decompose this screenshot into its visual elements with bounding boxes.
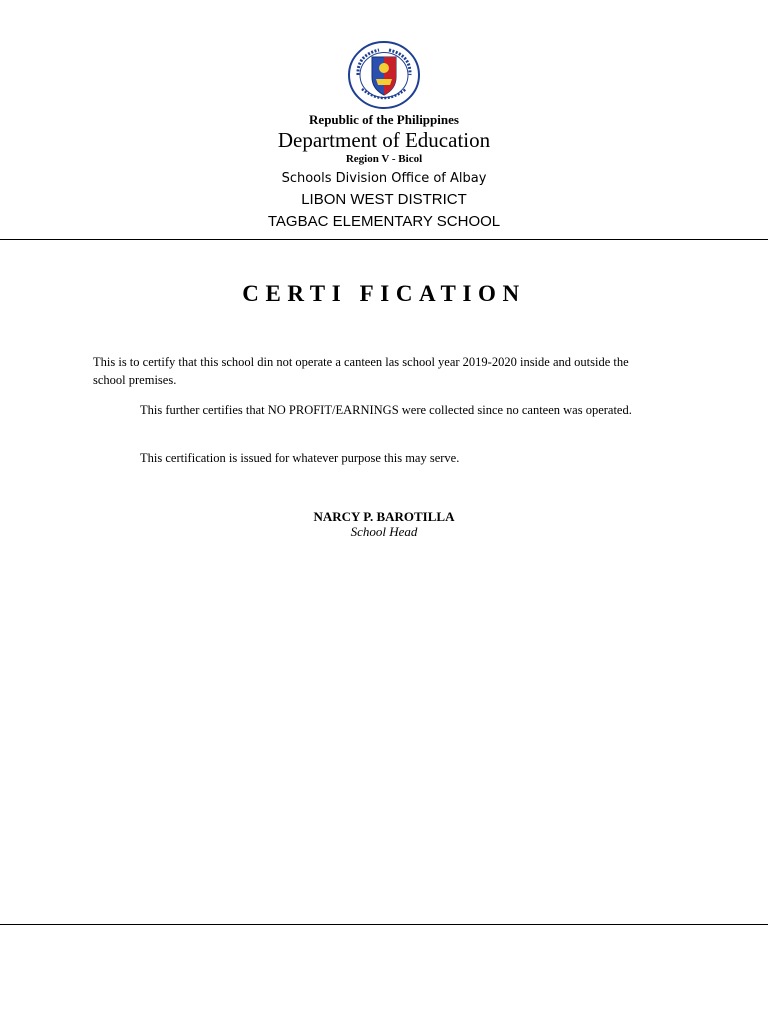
certification-paragraph-1: This is to certify that this school din not operate a canteen las school year 2019-2020 inside and outside the school premises. — [93, 355, 629, 387]
footer-divider — [0, 924, 768, 925]
division-office-line: Schools Division Office of Albay — [281, 171, 487, 186]
region-line: Region V - Bicol — [345, 153, 423, 165]
district-line: LIBON WEST DISTRICT — [301, 191, 467, 208]
document-title: CERTI FICATION — [242, 281, 526, 306]
deped-seal-icon — [347, 41, 421, 109]
header-divider — [0, 239, 768, 240]
department-name: Department of Education — [277, 128, 491, 152]
certification-paragraph-3: This certification is issued for whatever purpose this may serve. — [140, 451, 460, 465]
certification-paragraph-2: This further certifies that NO PROFIT/EARNINGS were collected since no canteen was operated. — [140, 403, 632, 417]
republic-line: Republic of the Philippines — [309, 112, 459, 127]
signatory-name: NARCY P. BAROTILLA — [313, 509, 455, 524]
signatory-position: School Head — [350, 524, 418, 539]
school-name: TAGBAC ELEMENTARY SCHOOL — [267, 213, 501, 230]
